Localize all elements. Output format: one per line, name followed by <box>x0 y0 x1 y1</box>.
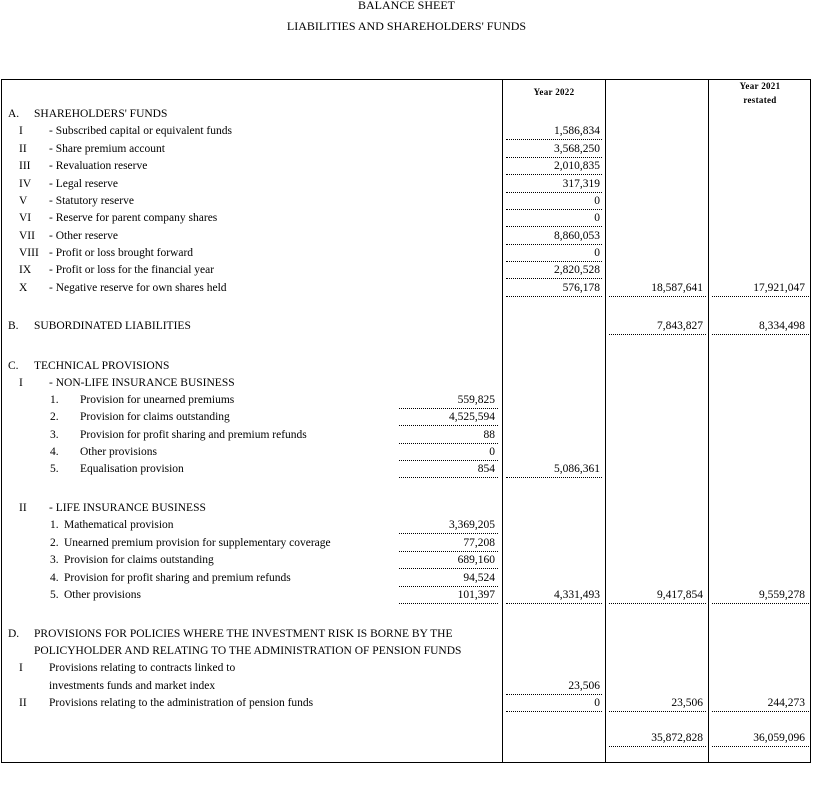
item-value-2022: 0 <box>506 245 602 262</box>
section-title: SHAREHOLDERS' FUNDS <box>34 108 168 120</box>
section-title: TECHNICAL PROVISIONS <box>34 360 170 372</box>
section-total-2021: 244,273 <box>712 695 809 712</box>
item-number: IX <box>19 264 32 276</box>
item-number: 4. <box>50 446 59 458</box>
item-label: Provision for profit sharing and premium refunds <box>80 429 307 441</box>
subsection-number: I <box>19 377 23 389</box>
table-row <box>0 158 813 175</box>
section-total-2022: 18,587,641 <box>609 280 706 297</box>
section-title: PROVISIONS FOR POLICIES WHERE THE INVESTMENT RISK IS BORNE BY THE <box>34 628 453 640</box>
header-year-2021: Year 2021 <box>739 81 781 91</box>
subsection-subtotal-2022: 5,086,361 <box>506 461 602 478</box>
section-total-2021: 8,334,498 <box>712 318 809 335</box>
table-row <box>0 262 813 279</box>
item-value-2022: 3,568,250 <box>506 141 602 158</box>
item-number: VI <box>19 212 32 224</box>
table-row <box>0 678 813 695</box>
item-label: Provisions relating to the administration of pension funds <box>49 697 314 709</box>
item-value-2022: 576,178 <box>506 280 602 297</box>
item-value: 0 <box>399 444 498 461</box>
table-row <box>0 461 813 478</box>
item-label: Mathematical provision <box>64 519 174 531</box>
item-value-2022: 1,586,834 <box>506 123 602 140</box>
grand-total-row <box>0 730 813 747</box>
item-number: 1. <box>50 394 59 406</box>
table-row <box>0 392 813 409</box>
grand-total-2022: 35,872,828 <box>609 730 706 747</box>
item-value: 854 <box>399 461 498 478</box>
item-number: 3. <box>50 429 59 441</box>
section-d-heading-row <box>0 643 813 660</box>
item-label: Provision for unearned premiums <box>80 394 235 406</box>
subsection-heading-row <box>0 500 813 517</box>
item-value-2022: 317,319 <box>506 176 602 193</box>
section-letter: C. <box>8 360 19 372</box>
section-d-heading-row <box>0 626 813 643</box>
item-number: III <box>19 160 31 172</box>
item-label: Provision for profit sharing and premium refunds <box>64 572 291 584</box>
item-number: 4. <box>50 572 59 584</box>
section-letter: A. <box>8 108 20 120</box>
item-number: I <box>19 662 23 674</box>
item-label: Unearned premium provision for supplementary coverage <box>64 537 331 549</box>
section-total-2021: 17,921,047 <box>712 280 809 297</box>
item-value-2022: 2,010,835 <box>506 158 602 175</box>
item-number: IV <box>19 178 32 190</box>
table-row <box>0 141 813 158</box>
subsection-number: II <box>19 502 27 514</box>
item-number: X <box>19 282 28 294</box>
item-label: - Statutory reserve <box>49 195 134 207</box>
item-number: 3. <box>50 554 59 566</box>
page-subtitle: LIABILITIES AND SHAREHOLDERS' FUNDS <box>286 19 527 33</box>
section-letter: B. <box>8 320 19 332</box>
item-number: 5. <box>50 589 59 601</box>
item-number: 5. <box>50 463 59 475</box>
item-label: Provision for claims outstanding <box>64 554 214 566</box>
item-value-2022: 8,860,053 <box>506 228 602 245</box>
header-restated: restated <box>743 95 777 105</box>
item-number: 1. <box>50 519 59 531</box>
subsection-title: - LIFE INSURANCE BUSINESS <box>49 502 206 514</box>
item-number: 2. <box>50 537 59 549</box>
table-row <box>0 444 813 461</box>
section-b-row <box>0 318 813 335</box>
item-number: I <box>19 125 23 137</box>
header-year-2022: Year 2022 <box>533 87 575 97</box>
section-total-2022: 9,417,854 <box>609 587 706 604</box>
table-row <box>0 535 813 552</box>
section-total-2022: 7,843,827 <box>609 318 706 335</box>
item-value-2022: 23,506 <box>506 678 602 695</box>
table-row <box>0 228 813 245</box>
table-row <box>0 587 813 604</box>
section-letter: D. <box>8 628 20 640</box>
table-row <box>0 427 813 444</box>
item-value: 689,160 <box>399 552 498 569</box>
item-label: - Profit or loss brought forward <box>49 247 194 259</box>
item-number: II <box>19 697 27 709</box>
item-value: 88 <box>399 427 498 444</box>
section-title: POLICYHOLDER AND RELATING TO THE ADMINISTRATION OF PENSION FUNDS <box>34 645 462 657</box>
table-row <box>0 245 813 262</box>
item-number: 2. <box>50 411 59 423</box>
section-total-2021: 9,559,278 <box>712 587 809 604</box>
table-row <box>0 123 813 140</box>
subsection-subtotal-2022: 4,331,493 <box>506 587 602 604</box>
item-value: 77,208 <box>399 535 498 552</box>
item-label: Provisions relating to contracts linked to <box>49 662 236 674</box>
subsection-title: - NON-LIFE INSURANCE BUSINESS <box>49 377 235 389</box>
grand-total-2021: 36,059,096 <box>712 730 809 747</box>
table-row <box>0 409 813 426</box>
section-total-2022: 23,506 <box>609 695 706 712</box>
item-value: 3,369,205 <box>399 517 498 534</box>
item-value: 4,525,594 <box>399 409 498 426</box>
item-value-2022: 0 <box>506 210 602 227</box>
item-label: - Negative reserve for own shares held <box>49 282 227 294</box>
item-label: Equalisation provision <box>80 463 184 475</box>
page-title: BALANCE SHEET <box>358 0 455 12</box>
table-row <box>0 695 813 712</box>
item-number: VII <box>19 230 35 242</box>
subsection-heading-row <box>0 375 813 392</box>
table-row <box>0 517 813 534</box>
item-value: 101,397 <box>399 587 498 604</box>
table-row <box>0 193 813 210</box>
table-row <box>0 176 813 193</box>
item-label: Other provisions <box>64 589 141 601</box>
item-number: II <box>19 143 27 155</box>
item-number: VIII <box>19 247 39 259</box>
item-value-2022: 0 <box>506 193 602 210</box>
item-label: - Reserve for parent company shares <box>49 212 218 224</box>
item-label: - Share premium account <box>49 143 165 155</box>
item-value-2022: 0 <box>506 695 602 712</box>
item-label: Provision for claims outstanding <box>80 411 230 423</box>
section-a-heading-row <box>0 106 813 123</box>
table-row <box>0 280 813 297</box>
item-value-2022: 2,820,528 <box>506 262 602 279</box>
item-label: investments funds and market index <box>49 680 216 692</box>
section-c-heading-row <box>0 358 813 375</box>
item-value: 559,825 <box>399 392 498 409</box>
item-label: - Subscribed capital or equivalent funds <box>49 125 232 137</box>
table-row <box>0 552 813 569</box>
item-label: - Profit or loss for the financial year <box>49 264 215 276</box>
table-row <box>0 210 813 227</box>
section-title: SUBORDINATED LIABILITIES <box>34 320 191 332</box>
table-row <box>0 570 813 587</box>
item-label: Other provisions <box>80 446 157 458</box>
item-number: V <box>19 195 28 207</box>
item-label: - Other reserve <box>49 230 118 242</box>
item-label: - Legal reserve <box>49 178 118 190</box>
item-label: - Revaluation reserve <box>49 160 148 172</box>
table-row <box>0 660 813 677</box>
item-value: 94,524 <box>399 570 498 587</box>
